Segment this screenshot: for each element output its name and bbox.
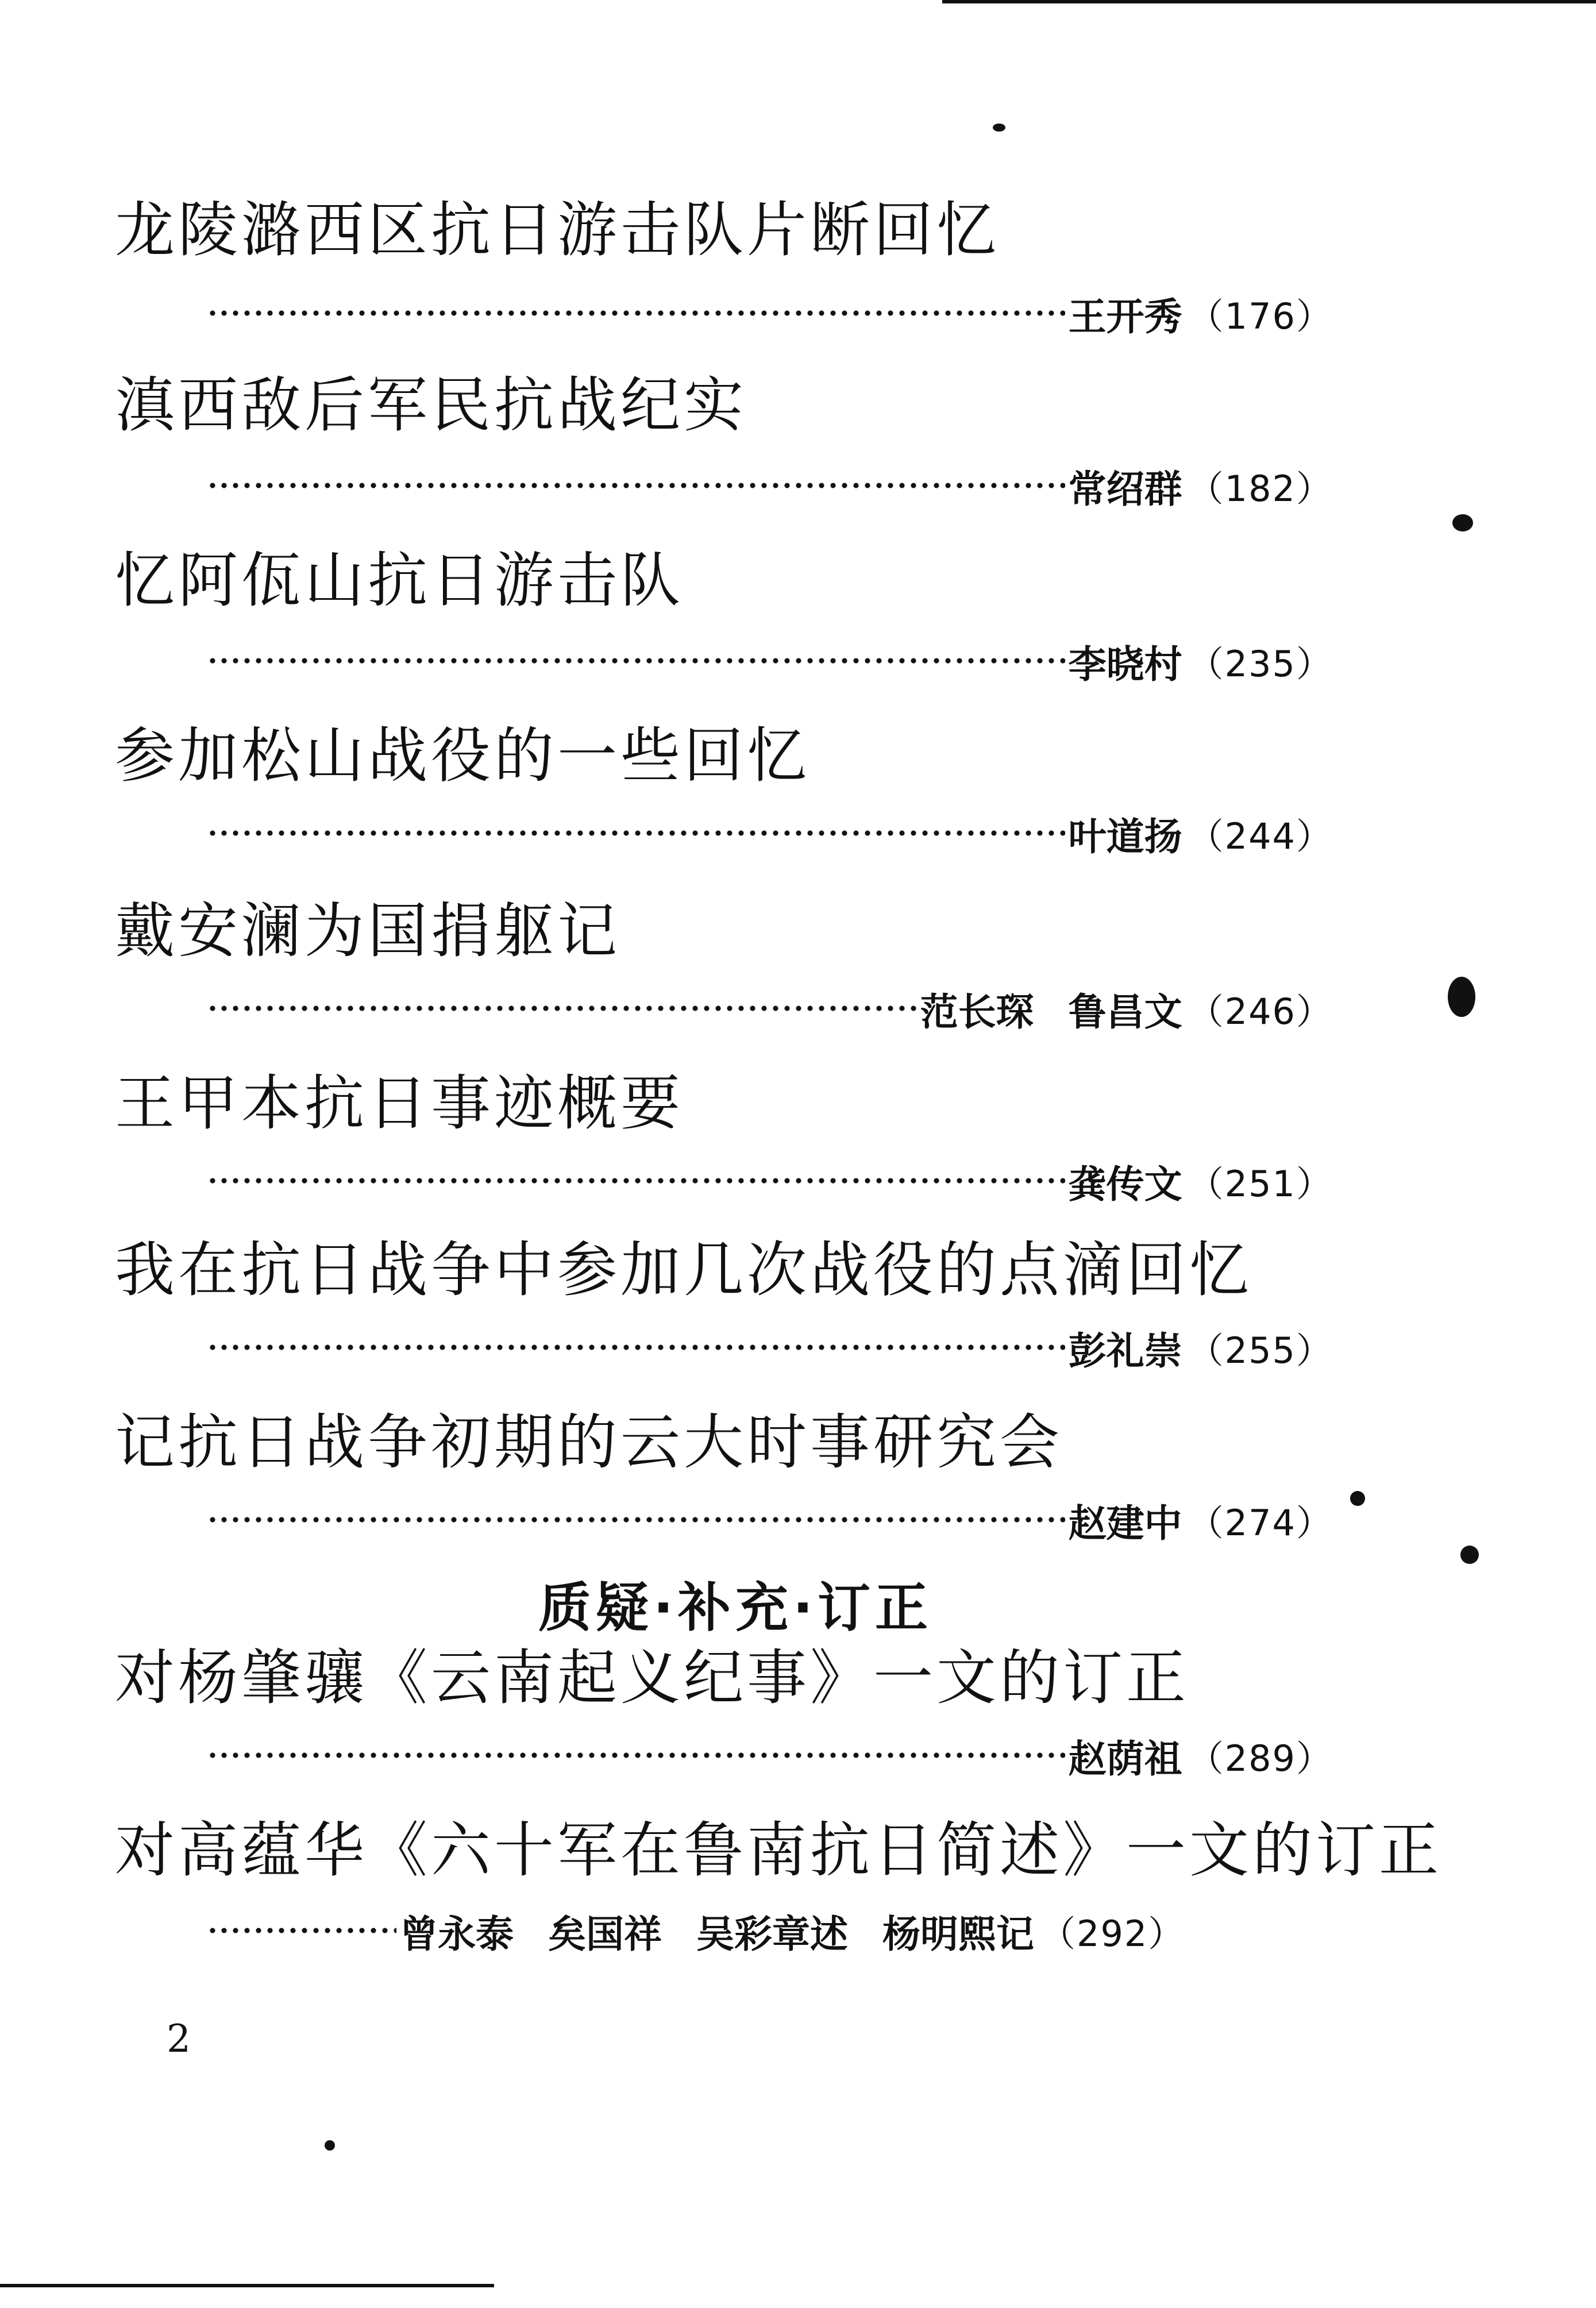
toc-entry-title: 记抗日战争初期的云大时事研究会 [115,1407,1063,1477]
dot-leader [207,309,1065,317]
dot-leader [207,1926,396,1935]
dot-leader [207,1516,1065,1524]
toc-entry-author: 赵荫祖 [1068,1736,1182,1781]
toc-entry-title: 参加松山战役的一些回忆 [115,720,811,791]
toc-entry-author: 李晓村 [1068,641,1182,687]
scan-speck [1452,514,1473,531]
toc-entry-leader [207,287,1333,339]
toc-entry-leader [207,1155,1333,1207]
dot-leader [207,1177,1065,1185]
toc-entry-leader [207,807,1333,859]
toc-entry-page: （251） [1188,1162,1333,1205]
toc-entry-page: （235） [1188,642,1333,685]
toc-entry-page: （246） [1188,990,1333,1032]
toc-entry-title: 戴安澜为国捐躯记 [115,896,621,966]
section-heading: 质疑·补充·订正 [538,1577,932,1639]
toc-entry-author: 杨明熙记 [882,1911,1034,1956]
toc-entry-page: （274） [1188,1501,1333,1544]
toc-entry-author: 常绍群 [1068,466,1182,511]
toc-entry-leader [207,1729,1333,1781]
scan-edge-line [0,2284,494,2287]
toc-entry-leader [207,1905,1333,1956]
toc-entry-author: 叶道扬 [1068,814,1182,859]
scan-speck [325,2140,335,2151]
toc-entry-page: （176） [1188,295,1333,337]
dot-leader [207,829,1065,837]
toc-entry-author: 矣国祥 [548,1911,662,1956]
toc-entry-author: 范长琛 [920,989,1034,1034]
toc-entry-page: （292） [1040,1912,1185,1955]
toc-entry-title: 我在抗日战争中参加几次战役的点滴回忆 [115,1235,1253,1305]
page-number: 2 [167,2017,191,2061]
toc-entry-page: （255） [1188,1329,1333,1371]
toc-entry-leader [207,635,1333,687]
scan-speck [1448,977,1475,1017]
scan-edge-line [942,0,1596,3]
toc-entry-leader [207,1321,1333,1373]
toc-entry-title: 龙陵潞西区抗日游击队片断回忆 [115,195,1000,265]
toc-entry-page: （289） [1188,1737,1333,1779]
dot-leader [207,1343,1065,1351]
toc-entry-page: （182） [1188,467,1333,510]
toc-entry-leader [207,982,1333,1034]
toc-entry-title: 王甲本抗日事迹概要 [115,1068,684,1138]
toc-entry-author: 王开秀 [1068,294,1182,339]
toc-entry-title: 忆阿佤山抗日游击队 [115,545,684,615]
toc-entry-title: 对杨肇骧《云南起义纪事》一文的订正 [115,1643,1190,1713]
dot-leader [207,1751,1065,1759]
toc-entry-author: 曾永泰 [400,1911,514,1956]
toc-entry-leader [207,460,1333,511]
dot-leader [207,1004,917,1012]
scan-speck [1460,1546,1479,1564]
toc-entry-title: 滇西敌后军民抗战纪实 [115,370,747,440]
toc-entry-leader [207,1494,1333,1546]
toc-entry-title: 对高蕴华《六十军在鲁南抗日简述》一文的订正 [115,1815,1443,1885]
dot-leader [207,657,1065,665]
toc-entry-author: 龚传文 [1068,1161,1182,1207]
toc-entry-author: 吴彩章述 [696,1911,848,1956]
dot-leader [207,481,1065,490]
scan-speck [993,124,1005,132]
toc-entry-page: （244） [1188,815,1333,857]
toc-entry-author: 彭礼崇 [1068,1328,1182,1373]
toc-entry-author: 赵建中 [1068,1500,1182,1546]
toc-entry-author: 鲁昌文 [1068,989,1182,1034]
scan-speck [1350,1491,1365,1506]
